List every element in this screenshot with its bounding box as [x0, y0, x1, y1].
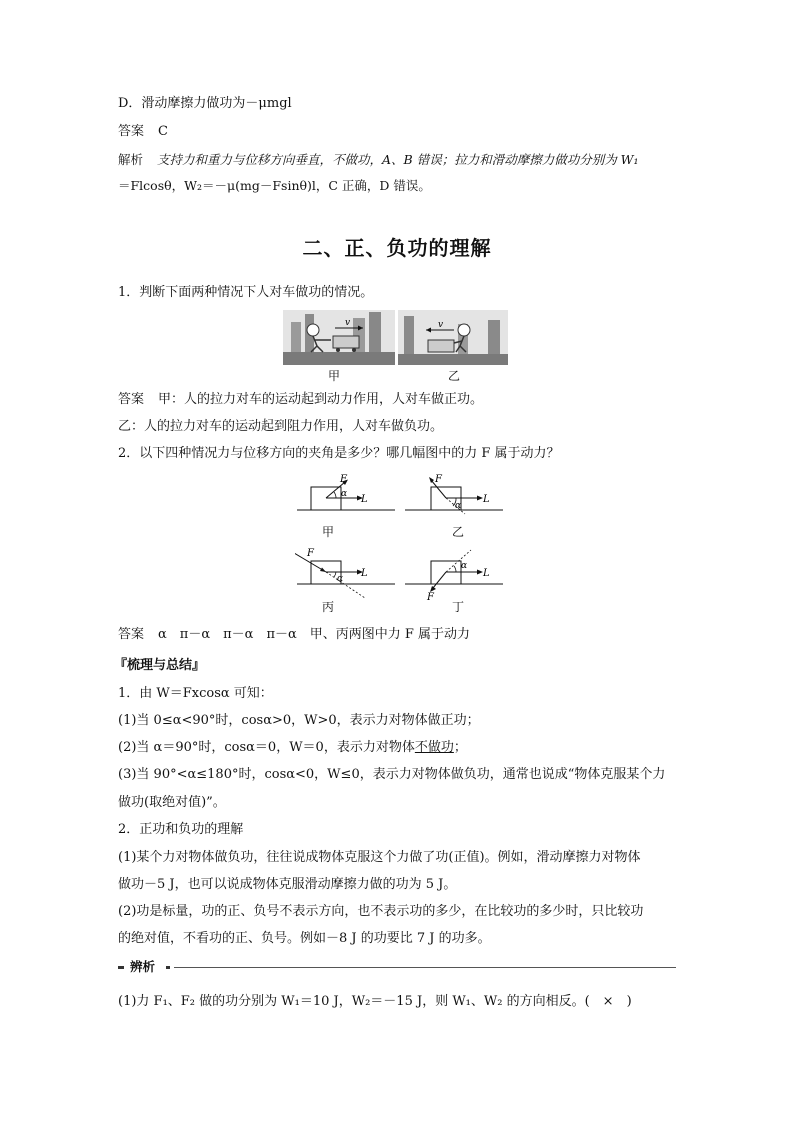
separator-line — [174, 967, 676, 968]
q2-caption-yi: 乙 — [452, 525, 465, 539]
q1-figure-yi — [398, 310, 508, 365]
summary-item1-b-post: ； — [453, 740, 467, 755]
answer-value: C — [158, 124, 168, 139]
separator-left-mark — [118, 966, 124, 969]
summary-item2-b-1: (2)功是标量，功的正、负号不表示方向，也不表示功的多少，在比较功的多少时，只比较功 — [118, 904, 644, 919]
q2-fig-ding — [405, 550, 503, 603]
disp-label-ding: L — [483, 568, 490, 579]
q2-answer-value: α π－α π－α π－α 甲、丙两图中力 F 属于动力 — [158, 627, 471, 642]
force-label-bing: F — [307, 548, 314, 559]
discrimination-item1: (1)力 F₁、F₂ 做的功分别为 W₁＝10 J，W₂＝－15 J，则 W₁、W₂ 的方向相反。( × ) — [118, 994, 632, 1009]
q2-caption-bing: 丙 — [322, 600, 335, 614]
option-d: D．滑动摩擦力做功为－μmgl — [118, 96, 292, 111]
answer-row — [118, 124, 168, 140]
q1-text: 1．判断下面两种情况下人对车做功的情况。 — [118, 285, 374, 300]
discrimination-heading: 辨析 — [130, 959, 156, 974]
summary-item1-c-1: (3)当 90°<α≤180°时，cosα<0，W≤0，表示力对物体做负功，通常也说成“物体克服某个力 — [118, 767, 666, 782]
q2-answer-label: 答案 — [118, 627, 145, 642]
summary-item2-b-2: 的绝对值，不看功的正、负号。例如－8 J 的功要比 7 J 的功多。 — [118, 931, 491, 946]
force-label-jia: F — [340, 474, 347, 485]
q1-answer-jia-text: 甲：人的拉力对车的运动起到动力作用，人对车做正功。 — [158, 392, 484, 407]
disp-label-bing: L — [361, 568, 368, 579]
summary-item1-c-2: 做功(取绝对值)”。 — [118, 795, 226, 810]
q1-caption-yi: 乙 — [448, 369, 461, 383]
velocity-label-jia: v — [345, 318, 351, 328]
q2-answer — [118, 627, 470, 643]
q2-fig-yi — [405, 474, 503, 514]
summary-item2-title: 2．正功和负功的理解 — [118, 822, 244, 837]
section-title: 二、正、负功的理解 — [302, 236, 492, 260]
summary-item1-b-pre: (2)当 α＝90°时，cosα＝0，W＝0，表示力对物体 — [118, 740, 415, 755]
disp-label-yi: L — [483, 494, 490, 505]
summary-item2-a-2: 做功－5 J，也可以说成物体克服滑动摩擦力做的功为 5 J。 — [118, 877, 457, 892]
angle-label-yi: α — [455, 501, 462, 511]
summary-item1-title: 1．由 W＝Fxcosα 可知： — [118, 686, 273, 701]
q2-text: 2．以下四种情况力与位移方向的夹角是多少？哪几幅图中的力 F 属于动力？ — [118, 446, 560, 461]
analysis-line-1 — [118, 152, 639, 168]
force-label-yi: F — [435, 474, 442, 485]
force-label-ding: F — [427, 592, 434, 603]
summary-item1-b-underlined: 不做功 — [414, 740, 454, 755]
summary-item1-b — [118, 740, 467, 756]
angle-label-bing: α — [337, 574, 344, 584]
analysis-text-1: 支持力和重力与位移方向垂直，不做功，A、B 错误；拉力和滑动摩擦力做功分别为 W₁ — [157, 152, 639, 167]
velocity-label-yi: v — [438, 320, 444, 330]
answer-label: 答案 — [118, 124, 145, 139]
summary-item2-a-1: (1)某个力对物体做负功，往往说成物体克服这个力做了功(正值)。例如，滑动摩擦力对物体 — [118, 850, 641, 865]
q2-fig-bing — [295, 548, 395, 598]
analysis-label: 解析 — [118, 152, 144, 167]
q2-fig-jia — [297, 474, 395, 510]
disp-label-jia: L — [361, 494, 368, 505]
summary-heading: 『梳理与总结』 — [114, 658, 206, 673]
q1-answer-yi: 乙：人的拉力对车的运动起到阻力作用，人对车做负功。 — [118, 419, 444, 434]
q2-caption-ding: 丁 — [452, 600, 465, 614]
q1-answer-jia — [118, 392, 483, 408]
separator-mid-mark — [166, 966, 170, 969]
q1-caption-jia: 甲 — [328, 369, 341, 383]
summary-item1-a: (1)当 0≤α<90°时，cosα>0，W>0，表示力对物体做正功； — [118, 713, 480, 728]
q1-answer-label: 答案 — [118, 392, 145, 407]
q1-figure-jia — [283, 310, 395, 365]
angle-label-ding: α — [461, 561, 468, 571]
q2-caption-jia: 甲 — [322, 525, 335, 539]
analysis-line-2: ＝Flcosθ，W₂＝－μ(mg－Fsinθ)l，C 正确，D 错误。 — [118, 178, 431, 193]
angle-label-jia: α — [341, 489, 348, 499]
